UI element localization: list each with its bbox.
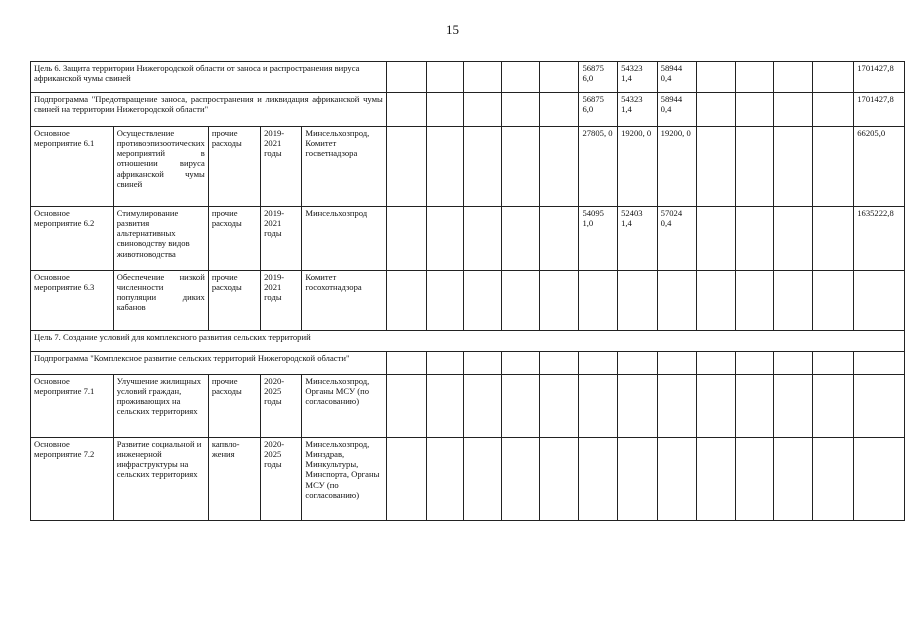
measure-6-1-value-3: 19200, 0 (657, 127, 697, 207)
measure-6-2-code: Основное мероприятие 6.2 (31, 207, 114, 271)
goal-6-value-1: 56875 6,0 (579, 62, 618, 93)
measure-7-1-code: Основное мероприятие 7.1 (31, 375, 114, 438)
measure-6-1-type: прочие расходы (208, 127, 260, 207)
measure-6-1-code: Основное мероприятие 6.1 (31, 127, 114, 207)
measure-6-2-total: 1635222,8 (854, 207, 905, 271)
table-row-subprogram-6 (31, 93, 905, 127)
subprogram-6-total: 1701427,8 (854, 93, 905, 127)
measure-6-2-value-3: 57024 0,4 (657, 207, 697, 271)
measure-7-2-years: 2020-2025 годы (261, 438, 302, 521)
goal-6-value-2: 54323 1,4 (618, 62, 658, 93)
measure-6-2-executor: Минсельхозпрод (302, 207, 386, 271)
program-table (30, 61, 905, 521)
goal-6-total: 1701427,8 (854, 62, 905, 93)
measure-7-2-name: Развитие социальной и инженерной инфраструктуры на сельских территориях (113, 438, 208, 521)
measure-7-1-name: Улучшение жилищных условий граждан, проживающих на сельских территориях (113, 375, 208, 438)
table-row-subprogram-7 (31, 352, 905, 375)
measure-6-2-type: прочие расходы (208, 207, 260, 271)
measure-6-1-total: 66205,0 (854, 127, 905, 207)
page-number: 15 (446, 22, 459, 37)
measure-6-2-value-2: 52403 1,4 (618, 207, 658, 271)
measure-6-1-years: 2019-2021 годы (261, 127, 302, 207)
measure-7-1-type: прочие расходы (208, 375, 260, 438)
table-row-measure-7-1 (31, 375, 905, 438)
subprogram-6-value-3: 58944 0,4 (657, 93, 697, 127)
subprogram-6-value-1: 56875 6,0 (579, 93, 618, 127)
measure-6-3-executor: Комитет госохотнадзора (302, 271, 386, 331)
measure-6-2-years: 2019-2021 годы (261, 207, 302, 271)
measure-7-1-executor: Минсельхозпрод, Органы МСУ (по согласованию) (302, 375, 386, 438)
measure-7-2-type: капвло-жения (208, 438, 260, 521)
measure-6-2-value-1: 54095 1,0 (579, 207, 618, 271)
measure-6-3-code: Основное мероприятие 6.3 (31, 271, 114, 331)
subprogram-6-value-2: 54323 1,4 (618, 93, 658, 127)
table-row-goal-7 (31, 331, 905, 352)
measure-6-3-name: Обеспечение низкой численности популяции диких кабанов (113, 271, 208, 331)
table-row-measure-6-2 (31, 207, 905, 271)
table-row-measure-7-2 (31, 438, 905, 521)
measure-6-2-name: Стимулирование развития альтернативных свиноводству видов животноводства (113, 207, 208, 271)
subprogram-7-title: Подпрограмма "Комплексное развитие сельских территорий Нижегородской области" (31, 352, 387, 375)
subprogram-6-title: Подпрограмма "Предотвращение заноса, распространения и ликвидация африканской чумы свиней на территории Нижегородской области" (31, 93, 387, 127)
measure-7-2-code: Основное мероприятие 7.2 (31, 438, 114, 521)
table-row-measure-6-1 (31, 127, 905, 207)
table-row-measure-6-3 (31, 271, 905, 331)
goal-7-title: Цель 7. Создание условий для комплексного развития сельских территорий (31, 331, 905, 352)
measure-6-1-value-1: 27805, 0 (579, 127, 618, 207)
measure-6-3-years: 2019-2021 годы (261, 271, 302, 331)
measure-7-1-years: 2020-2025 годы (261, 375, 302, 438)
table-row-goal-6 (31, 62, 905, 93)
measure-6-1-value-2: 19200, 0 (618, 127, 658, 207)
measure-6-3-type: прочие расходы (208, 271, 260, 331)
measure-6-1-executor: Минсельхозпрод, Комитет госветнадзора (302, 127, 386, 207)
measure-7-2-executor: Минсельхозпрод, Минздрав, Минкультуры, Минспорта, Органы МСУ (по согласованию) (302, 438, 386, 521)
goal-6-title: Цель 6. Защита территории Нижегородской области от заноса и распространения вируса африканской чумы свиней (31, 62, 387, 93)
goal-6-value-3: 58944 0,4 (657, 62, 697, 93)
measure-6-1-name: Осуществление противоэпизоотических мероприятий в отношении вируса африканской чумы свиней (113, 127, 208, 207)
